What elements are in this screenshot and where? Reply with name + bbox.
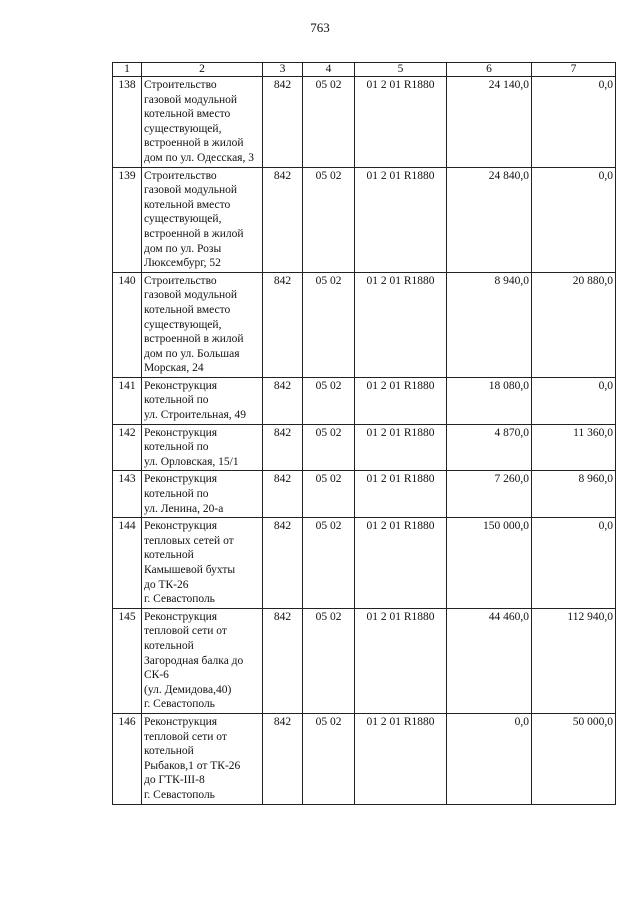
amount-col7: 20 880,0 <box>532 272 616 377</box>
department-code: 842 <box>263 167 303 272</box>
object-name-line: существующей, <box>144 318 222 331</box>
header-cell: 4 <box>303 63 355 77</box>
table-row <box>113 471 616 518</box>
target-article-code: 01 2 01 R1880 <box>355 713 447 804</box>
object-name-line: котельной по <box>144 394 209 407</box>
object-name-line: (ул. Демидова,40) <box>144 683 232 696</box>
object-name-line: существующей, <box>144 213 222 226</box>
row-number: 142 <box>113 424 142 471</box>
department-code: 842 <box>263 424 303 471</box>
object-name-line: газовой модульной <box>144 184 238 197</box>
object-name <box>142 608 263 713</box>
object-name-line: Реконструкция <box>144 610 218 623</box>
section-code: 05 02 <box>303 167 355 272</box>
object-name-line: тепловых сетей от <box>144 534 234 547</box>
object-name <box>142 471 263 518</box>
header-row <box>113 63 616 77</box>
amount-col6: 24 140,0 <box>447 77 532 168</box>
budget-table <box>112 62 616 805</box>
target-article-code: 01 2 01 R1880 <box>355 608 447 713</box>
department-code: 842 <box>263 608 303 713</box>
object-name-line: Строительство <box>144 169 217 182</box>
target-article-code: 01 2 01 R1880 <box>355 377 447 424</box>
object-name <box>142 272 263 377</box>
header-cell: 7 <box>532 63 616 77</box>
table-row <box>113 518 616 609</box>
header-cell: 5 <box>355 63 447 77</box>
amount-col6: 24 840,0 <box>447 167 532 272</box>
object-name-line: Строительство <box>144 79 217 91</box>
table-row <box>113 272 616 377</box>
department-code: 842 <box>263 471 303 518</box>
target-article-code: 01 2 01 R1880 <box>355 424 447 471</box>
row-number: 143 <box>113 471 142 518</box>
object-name-line: Морская, 24 <box>144 362 204 375</box>
object-name-line: дом по ул. Большая <box>144 347 240 360</box>
object-name <box>142 424 263 471</box>
amount-col7: 8 960,0 <box>532 471 616 518</box>
table-row <box>113 424 616 471</box>
row-number: 139 <box>113 167 142 272</box>
section-code: 05 02 <box>303 471 355 518</box>
page-number: 763 <box>310 20 330 35</box>
object-name-line: Реконструкция <box>144 426 218 439</box>
row-number: 138 <box>113 77 142 168</box>
department-code: 842 <box>263 377 303 424</box>
amount-col7: 0,0 <box>532 77 616 168</box>
table-row <box>113 713 616 804</box>
object-name-line: встроенной в жилой <box>144 137 244 150</box>
header-cell: 1 <box>113 63 142 77</box>
object-name-line: до ГТК-III-8 <box>144 774 205 787</box>
row-number: 144 <box>113 518 142 609</box>
target-article-code: 01 2 01 R1880 <box>355 518 447 609</box>
department-code: 842 <box>263 77 303 168</box>
object-name-line: котельной вместо <box>144 303 231 316</box>
object-name-line: тепловой сети от <box>144 625 227 638</box>
object-name-line: Реконструкция <box>144 473 218 486</box>
header-cell: 6 <box>447 63 532 77</box>
object-name-line: котельной по <box>144 441 209 454</box>
section-code: 05 02 <box>303 424 355 471</box>
header-cell: 2 <box>142 63 263 77</box>
target-article-code: 01 2 01 R1880 <box>355 471 447 518</box>
object-name-line: котельной по <box>144 488 209 501</box>
object-name-line: тепловой сети от <box>144 730 227 743</box>
object-name-line: встроенной в жилой <box>144 227 244 240</box>
row-number: 141 <box>113 377 142 424</box>
object-name-line: ул. Ленина, 20-а <box>144 502 224 515</box>
object-name-line: г. Севастополь <box>144 593 215 606</box>
amount-col7: 50 000,0 <box>532 713 616 804</box>
object-name-line: котельной вместо <box>144 108 231 121</box>
header-cell: 3 <box>263 63 303 77</box>
department-code: 842 <box>263 272 303 377</box>
table-row <box>113 167 616 272</box>
object-name-line: котельной <box>144 745 194 758</box>
object-name-line: ул. Орловская, 15/1 <box>144 455 239 468</box>
object-name-line: Загородная балка до <box>144 654 244 667</box>
object-name-line: Строительство <box>144 274 217 287</box>
section-code: 05 02 <box>303 713 355 804</box>
section-code: 05 02 <box>303 608 355 713</box>
object-name-line: дом по ул. Розы <box>144 242 222 255</box>
object-name <box>142 377 263 424</box>
amount-col7: 0,0 <box>532 377 616 424</box>
department-code: 842 <box>263 518 303 609</box>
object-name <box>142 167 263 272</box>
object-name <box>142 77 263 168</box>
amount-col6: 44 460,0 <box>447 608 532 713</box>
department-code: 842 <box>263 713 303 804</box>
object-name-line: Реконструкция <box>144 520 218 533</box>
object-name-line: до ТК-26 <box>144 578 189 591</box>
amount-col6: 150 000,0 <box>447 518 532 609</box>
section-code: 05 02 <box>303 77 355 168</box>
object-name-line: дом по ул. Одесская, 3 <box>144 151 254 164</box>
amount-col6: 8 940,0 <box>447 272 532 377</box>
table-row <box>113 377 616 424</box>
section-code: 05 02 <box>303 272 355 377</box>
object-name-line: газовой модульной <box>144 289 238 302</box>
amount-col7: 0,0 <box>532 518 616 609</box>
object-name <box>142 713 263 804</box>
target-article-code: 01 2 01 R1880 <box>355 272 447 377</box>
table-row <box>113 77 616 168</box>
object-name-line: Камышевой бухты <box>144 564 236 576</box>
object-name-line: г. Севастополь <box>144 788 215 801</box>
section-code: 05 02 <box>303 518 355 609</box>
object-name-line: ул. Строительная, 49 <box>144 409 246 422</box>
amount-col6: 7 260,0 <box>447 471 532 518</box>
amount-col6: 4 870,0 <box>447 424 532 471</box>
object-name-line: существующей, <box>144 122 222 135</box>
object-name-line: Люксембург, 52 <box>144 257 221 270</box>
row-number: 146 <box>113 713 142 804</box>
table-row <box>113 608 616 713</box>
object-name-line: СК-6 <box>144 669 169 682</box>
amount-col6: 0,0 <box>447 713 532 804</box>
target-article-code: 01 2 01 R1880 <box>355 167 447 272</box>
row-number: 140 <box>113 272 142 377</box>
row-number: 145 <box>113 608 142 713</box>
amount-col7: 112 940,0 <box>532 608 616 713</box>
object-name-line: Реконструкция <box>144 715 218 728</box>
target-article-code: 01 2 01 R1880 <box>355 77 447 168</box>
object-name-line: котельной вместо <box>144 198 231 211</box>
object-name-line: газовой модульной <box>144 93 238 106</box>
object-name-line: Реконструкция <box>144 379 218 392</box>
object-name-line: Рыбаков,1 от ТК-26 <box>144 759 241 772</box>
object-name-line: г. Севастополь <box>144 698 215 711</box>
section-code: 05 02 <box>303 377 355 424</box>
object-name-line: котельной <box>144 549 194 562</box>
amount-col7: 11 360,0 <box>532 424 616 471</box>
object-name-line: встроенной в жилой <box>144 333 244 346</box>
object-name-line: котельной <box>144 639 194 652</box>
object-name <box>142 518 263 609</box>
amount-col6: 18 080,0 <box>447 377 532 424</box>
amount-col7: 0,0 <box>532 167 616 272</box>
